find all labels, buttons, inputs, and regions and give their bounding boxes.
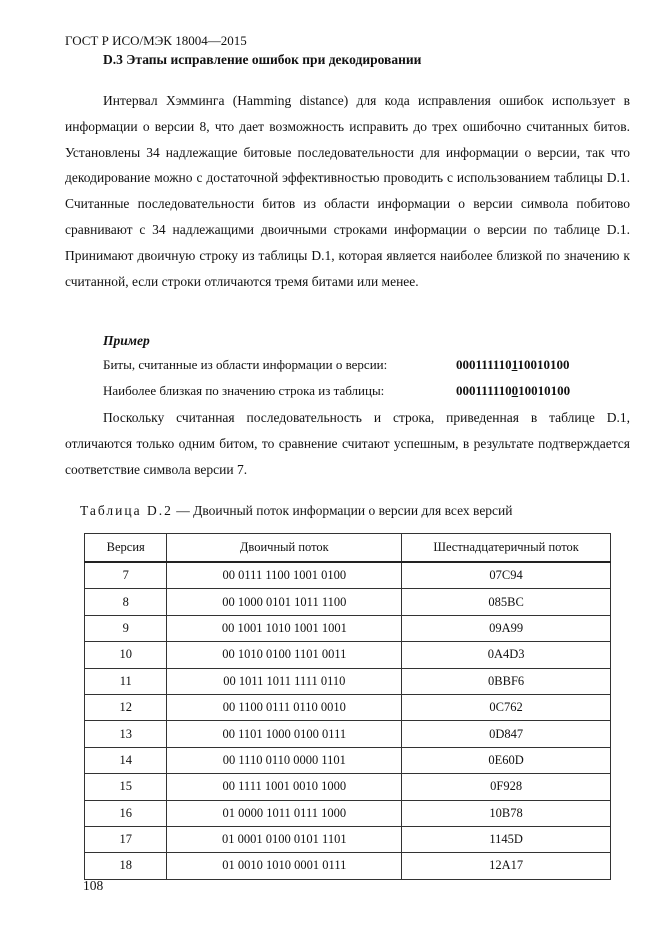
paragraph-hamming [65, 88, 630, 294]
table-caption [80, 503, 513, 519]
table-row [85, 562, 611, 589]
example-label: Пример [103, 333, 150, 348]
cell-binary: 01 0001 0100 0101 1101 [167, 826, 402, 852]
example-row-value [456, 357, 569, 373]
paragraph-conclusion-text: Поскольку считанная последовательность и строка, приведенная в таблице D.1, отличаются только одним битом, то сравнение считают успешным, в результате подтверждается соответствие символа версии 7. [65, 410, 630, 477]
cell-hex: 0D847 [402, 721, 611, 747]
cell-hex: 0C762 [402, 694, 611, 720]
cell-binary: 00 1010 0100 1101 0011 [167, 642, 402, 668]
table-row [85, 589, 611, 615]
example-row-closest-string [103, 383, 571, 399]
cell-binary: 01 0010 1010 0001 0111 [167, 853, 402, 879]
cell-hex: 0E60D [402, 747, 611, 773]
cell-hex: 10B78 [402, 800, 611, 826]
page-number: 108 [83, 878, 104, 893]
version-info-table [84, 533, 611, 880]
cell-version: 17 [85, 826, 167, 852]
value-part: 000111110 [456, 383, 512, 398]
cell-binary: 00 1101 1000 0100 0111 [167, 721, 402, 747]
table-row [85, 826, 611, 852]
example-row-label: Наиболее близкая по значению строка из таблицы: [103, 383, 385, 398]
document-header: ГОСТ Р ИСО/МЭК 18004—2015 [65, 33, 247, 48]
table-row [85, 615, 611, 641]
cell-version: 11 [85, 668, 167, 694]
header-binary-stream: Двоичный поток [167, 534, 402, 563]
cell-version: 10 [85, 642, 167, 668]
value-differing-bit: 0 [511, 383, 519, 398]
paragraph-hamming-text: Интервал Хэмминга (Hamming distance) для кода исправления ошибок использует в информации о версии 8, что дает возможность исправить до трех ошибочно считанных битов. Установлены 34 надлежащие битовые последовательности для информации о версии, так что декодирование можно с достаточной эффективностью проводить с использованием таблицы D.1. Считанные последовательности битов из области информации о версии символа побитово сравнивают с 34 надлежащими двоичными строками информации о версии по таблице D.1. Принимают двоичную строку из таблицы D.1, которая является наиболее близкой по значению к считанной, если строки отличаются тремя битами или менее. [65, 93, 630, 289]
cell-binary: 00 1110 0110 0000 1101 [167, 747, 402, 773]
cell-version: 12 [85, 694, 167, 720]
table-row [85, 800, 611, 826]
value-part: 000111110 [456, 357, 512, 372]
cell-version: 9 [85, 615, 167, 641]
table-row [85, 853, 611, 879]
table-row [85, 774, 611, 800]
value-differing-bit: 1 [511, 357, 518, 372]
cell-version: 8 [85, 589, 167, 615]
cell-binary: 00 0111 1100 1001 0100 [167, 562, 402, 589]
table-caption-text: — Двоичный поток информации о версии для всех версий [172, 503, 513, 518]
cell-hex: 09A99 [402, 615, 611, 641]
cell-binary: 01 0000 1011 0111 1000 [167, 800, 402, 826]
value-part: 10010100 [518, 383, 571, 398]
value-part: 10010100 [517, 357, 570, 372]
example-row-label: Биты, считанные из области информации о версии: [103, 357, 388, 372]
cell-version: 14 [85, 747, 167, 773]
cell-binary: 00 1000 0101 1011 1100 [167, 589, 402, 615]
header-version: Версия [85, 534, 167, 563]
cell-binary: 00 1100 0111 0110 0010 [167, 694, 402, 720]
section-title: D.3 Этапы исправление ошибок при декодировании [103, 52, 422, 67]
example-row-value [456, 383, 570, 399]
cell-binary: 00 1111 1001 0010 1000 [167, 774, 402, 800]
cell-version: 7 [85, 562, 167, 589]
header-hex-stream: Шестнадцатеричный поток [402, 534, 611, 563]
cell-binary: 00 1011 1011 1111 0110 [167, 668, 402, 694]
table-caption-prefix: Таблица D.2 [80, 503, 173, 518]
table-row [85, 721, 611, 747]
table-row [85, 694, 611, 720]
table-row [85, 747, 611, 773]
cell-version: 15 [85, 774, 167, 800]
cell-hex: 0BBF6 [402, 668, 611, 694]
table-header-row [85, 534, 611, 563]
cell-hex: 0F928 [402, 774, 611, 800]
cell-hex: 12A17 [402, 853, 611, 879]
cell-hex: 085BC [402, 589, 611, 615]
table-row [85, 668, 611, 694]
cell-binary: 00 1001 1010 1001 1001 [167, 615, 402, 641]
cell-version: 16 [85, 800, 167, 826]
cell-hex: 07C94 [402, 562, 611, 589]
paragraph-conclusion [65, 405, 630, 482]
example-row-read-bits [103, 357, 570, 373]
table-row [85, 642, 611, 668]
cell-version: 18 [85, 853, 167, 879]
cell-hex: 0A4D3 [402, 642, 611, 668]
cell-version: 13 [85, 721, 167, 747]
cell-hex: 1145D [402, 826, 611, 852]
